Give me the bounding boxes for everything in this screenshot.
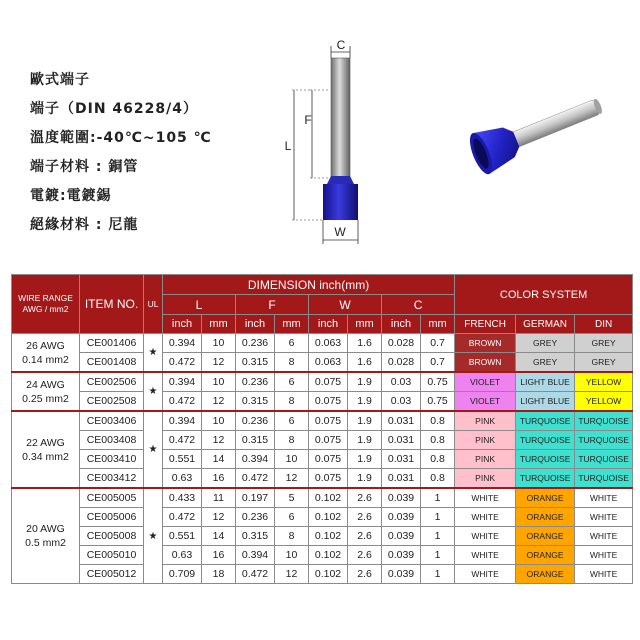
dimension-cell: 0.039 — [382, 508, 421, 527]
dimension-cell: 0.028 — [382, 353, 421, 373]
ferrule-product-image — [460, 70, 610, 200]
dimension-cell: 0.031 — [382, 411, 421, 431]
dimension-cell: 1 — [421, 527, 455, 546]
dimension-cell: 0.075 — [309, 411, 348, 431]
table-row — [12, 431, 633, 450]
header-wire-range — [12, 275, 80, 334]
color-french-cell: WHITE — [455, 488, 516, 508]
dimension-cell: 0.63 — [163, 469, 202, 489]
dimension-cell: 16 — [202, 546, 236, 565]
item-no-cell: CE003410 — [80, 450, 144, 469]
color-french-cell: WHITE — [455, 508, 516, 527]
dimension-cell: 2.6 — [348, 527, 382, 546]
dimension-cell: 12 — [202, 508, 236, 527]
dimension-cell: 1 — [421, 565, 455, 584]
dim-label-l: L — [284, 139, 292, 153]
dimension-cell: 0.031 — [382, 450, 421, 469]
table-row — [12, 450, 633, 469]
dimension-cell: 0.031 — [382, 469, 421, 489]
dimension-cell: 0.102 — [309, 527, 348, 546]
dimension-cell: 0.472 — [163, 508, 202, 527]
wire-range-cell — [12, 411, 80, 488]
dimension-cell: 12 — [202, 353, 236, 373]
color-german-cell: LIGHT BLUE — [516, 392, 575, 412]
dimension-cell: 1.9 — [348, 411, 382, 431]
header-unit-inch: inch — [163, 315, 202, 334]
color-french-cell: PINK — [455, 469, 516, 489]
table-body — [12, 334, 633, 584]
spec-list — [30, 66, 212, 240]
color-din-cell: TURQUOISE — [575, 450, 633, 469]
dimension-cell: 1 — [421, 488, 455, 508]
dimension-cell: 0.075 — [309, 372, 348, 392]
mm2-value: 0.14 mm2 — [22, 353, 69, 366]
color-din-cell: WHITE — [575, 546, 633, 565]
dimension-cell: 0.394 — [236, 450, 275, 469]
dimension-cell: 10 — [275, 450, 309, 469]
awg-value: 26 AWG — [26, 339, 65, 352]
dimension-cell: 1.9 — [348, 372, 382, 392]
dimension-cell: 10 — [202, 372, 236, 392]
mm2-value: 0.25 mm2 — [22, 392, 69, 405]
color-german-cell: ORANGE — [516, 488, 575, 508]
dimension-cell: 2.6 — [348, 488, 382, 508]
dimension-cell: 8 — [275, 527, 309, 546]
dimension-cell: 0.551 — [163, 450, 202, 469]
color-french-cell: WHITE — [455, 527, 516, 546]
spec-title: 歐式端子 — [30, 72, 90, 88]
table-row — [12, 353, 633, 373]
color-german-cell: ORANGE — [516, 565, 575, 584]
color-din-cell: WHITE — [575, 565, 633, 584]
header-wire-range-label: WIRE RANGE — [18, 293, 73, 303]
dimension-cell: 2.6 — [348, 546, 382, 565]
dimension-cell: 0.315 — [236, 431, 275, 450]
dimension-cell: 10 — [202, 334, 236, 353]
dimension-cell: 1.9 — [348, 450, 382, 469]
dimension-cell: 0.7 — [421, 334, 455, 353]
table-row — [12, 469, 633, 489]
header-unit-inch: inch — [236, 315, 275, 334]
table-row — [12, 392, 633, 412]
dimension-cell: 0.075 — [309, 392, 348, 412]
dimension-cell: 2.6 — [348, 565, 382, 584]
header-wire-range-unit: AWG / mm2 — [22, 304, 69, 314]
dimension-cell: 0.315 — [236, 353, 275, 373]
dimension-cell: 0.075 — [309, 450, 348, 469]
header-color-system: COLOR SYSTEM — [455, 275, 633, 315]
dimension-cell: 0.063 — [309, 353, 348, 373]
ferrule-tube — [331, 58, 350, 180]
dimension-cell: 0.394 — [163, 411, 202, 431]
dimension-cell: 0.551 — [163, 527, 202, 546]
color-french-cell: WHITE — [455, 565, 516, 584]
dimension-cell: 14 — [202, 450, 236, 469]
dimension-cell: 0.315 — [236, 527, 275, 546]
color-din-cell: WHITE — [575, 488, 633, 508]
color-french-cell: VIOLET — [455, 372, 516, 392]
dimension-cell: 6 — [275, 372, 309, 392]
item-no-cell: CE005010 — [80, 546, 144, 565]
table-row — [12, 411, 633, 431]
color-french-cell: PINK — [455, 431, 516, 450]
ul-star-cell: ★ — [144, 334, 163, 373]
mm2-value: 0.34 mm2 — [22, 450, 69, 463]
dimension-cell: 5 — [275, 488, 309, 508]
dimension-cell: 0.031 — [382, 431, 421, 450]
dimension-cell: 8 — [275, 431, 309, 450]
spec-terminal-material: 端子材料 : 銅管 — [30, 159, 139, 175]
dimension-cell: 0.394 — [163, 372, 202, 392]
dimension-cell: 16 — [202, 469, 236, 489]
dimension-cell: 1.9 — [348, 392, 382, 412]
dimension-cell: 0.8 — [421, 469, 455, 489]
dimension-cell: 0.709 — [163, 565, 202, 584]
dimension-cell: 0.433 — [163, 488, 202, 508]
spec-plating: 電鍍:電鍍錫 — [30, 188, 112, 204]
dimension-table — [11, 274, 633, 584]
ferrule-sleeve — [323, 184, 358, 220]
color-din-cell: TURQUOISE — [575, 469, 633, 489]
dimension-cell: 0.63 — [163, 546, 202, 565]
header-color-german: GERMAN — [516, 315, 575, 334]
ferrule-funnel — [327, 176, 354, 184]
dimension-cell: 6 — [275, 334, 309, 353]
header-dim-c: C — [382, 295, 455, 315]
dimension-cell: 0.472 — [236, 469, 275, 489]
dimension-cell: 0.102 — [309, 546, 348, 565]
dimension-cell: 2.6 — [348, 508, 382, 527]
item-no-cell: CE003406 — [80, 411, 144, 431]
header-unit-mm: mm — [348, 315, 382, 334]
dimension-cell: 8 — [275, 392, 309, 412]
dimension-cell: 0.063 — [309, 334, 348, 353]
dimension-cell: 0.472 — [163, 392, 202, 412]
dimension-cell: 12 — [275, 565, 309, 584]
dimension-cell: 0.394 — [163, 334, 202, 353]
dimension-cell: 10 — [275, 546, 309, 565]
color-german-cell: GREY — [516, 353, 575, 373]
color-german-cell: GREY — [516, 334, 575, 353]
color-french-cell: PINK — [455, 450, 516, 469]
dimension-cell: 0.028 — [382, 334, 421, 353]
dimension-cell: 0.102 — [309, 565, 348, 584]
header-unit-mm: mm — [202, 315, 236, 334]
dimension-cell: 1 — [421, 546, 455, 565]
table-row — [12, 527, 633, 546]
dimension-cell: 8 — [275, 353, 309, 373]
item-no-cell: CE003412 — [80, 469, 144, 489]
dimension-cell: 1.9 — [348, 469, 382, 489]
color-german-cell: LIGHT BLUE — [516, 372, 575, 392]
dimension-cell: 0.236 — [236, 334, 275, 353]
header-dim-w: W — [309, 295, 382, 315]
awg-value: 20 AWG — [26, 523, 65, 535]
dimension-cell: 0.039 — [382, 565, 421, 584]
dimension-cell: 1.6 — [348, 353, 382, 373]
item-no-cell: CE005012 — [80, 565, 144, 584]
color-french-cell: VIOLET — [455, 392, 516, 412]
mm2-value: 0.5 mm2 — [25, 537, 66, 549]
color-german-cell: TURQUOISE — [516, 411, 575, 431]
dimension-cell: 12 — [275, 469, 309, 489]
dimension-cell: 0.197 — [236, 488, 275, 508]
spec-standard: 端子（DIN 46228/4） — [30, 101, 198, 117]
header-color-din: DIN — [575, 315, 633, 334]
color-din-cell: WHITE — [575, 527, 633, 546]
header-color-french: FRENCH — [455, 315, 516, 334]
color-din-cell: TURQUOISE — [575, 411, 633, 431]
dimension-cell: 0.03 — [382, 392, 421, 412]
dimension-cell: 0.8 — [421, 411, 455, 431]
table-row — [12, 508, 633, 527]
dimension-cell: 0.039 — [382, 546, 421, 565]
awg-value: 22 AWG — [26, 436, 65, 449]
dimension-cell: 1 — [421, 508, 455, 527]
dim-label-w: W — [334, 225, 346, 239]
dimension-cell: 12 — [202, 431, 236, 450]
color-french-cell: PINK — [455, 411, 516, 431]
dim-label-f: F — [304, 113, 312, 127]
header-dim-f: F — [236, 295, 309, 315]
dim-label-c: C — [336, 38, 346, 52]
dimension-cell: 0.8 — [421, 431, 455, 450]
color-german-cell: TURQUOISE — [516, 431, 575, 450]
dimension-cell: 0.472 — [236, 565, 275, 584]
color-din-cell: TURQUOISE — [575, 431, 633, 450]
color-din-cell: GREY — [575, 334, 633, 353]
dimension-cell: 0.75 — [421, 392, 455, 412]
color-din-cell: WHITE — [575, 508, 633, 527]
dimension-cell: 11 — [202, 488, 236, 508]
color-french-cell: BROWN — [455, 353, 516, 373]
table-row — [12, 488, 633, 508]
dimension-cell: 0.075 — [309, 469, 348, 489]
dimension-cell: 14 — [202, 527, 236, 546]
dimension-cell: 0.472 — [163, 353, 202, 373]
dimension-cell: 6 — [275, 411, 309, 431]
spec-temperature: 溫度範圍:-40℃~105 ℃ — [30, 130, 212, 146]
dimension-cell: 0.039 — [382, 488, 421, 508]
ferrule-dimension-drawing — [270, 38, 390, 250]
item-no-cell: CE001406 — [80, 334, 144, 353]
wire-range-cell — [12, 372, 80, 411]
item-no-cell: CE002506 — [80, 372, 144, 392]
dimension-cell: 0.236 — [236, 372, 275, 392]
ul-star-cell: ★ — [144, 372, 163, 411]
dimension-cell: 0.75 — [421, 372, 455, 392]
color-french-cell: BROWN — [455, 334, 516, 353]
wire-range-cell — [12, 334, 80, 373]
color-german-cell: TURQUOISE — [516, 450, 575, 469]
header-unit-inch: inch — [309, 315, 348, 334]
wire-range-cell — [12, 488, 80, 584]
header-unit-mm: mm — [421, 315, 455, 334]
dimension-cell: 0.472 — [163, 431, 202, 450]
color-din-cell: YELLOW — [575, 372, 633, 392]
header-item-no: ITEM NO. — [80, 275, 144, 334]
header-dim-l: L — [163, 295, 236, 315]
color-french-cell: WHITE — [455, 546, 516, 565]
dimension-cell: 0.315 — [236, 392, 275, 412]
table-row — [12, 565, 633, 584]
item-no-cell: CE005008 — [80, 527, 144, 546]
item-no-cell: CE003408 — [80, 431, 144, 450]
dimension-cell: 6 — [275, 508, 309, 527]
dimension-cell: 0.236 — [236, 508, 275, 527]
dimension-cell: 1.6 — [348, 334, 382, 353]
header-unit-mm: mm — [275, 315, 309, 334]
item-no-cell: CE005006 — [80, 508, 144, 527]
dimension-cell: 0.8 — [421, 450, 455, 469]
color-german-cell: ORANGE — [516, 546, 575, 565]
color-din-cell: GREY — [575, 353, 633, 373]
color-din-cell: YELLOW — [575, 392, 633, 412]
color-german-cell: ORANGE — [516, 508, 575, 527]
spec-insulation: 絕緣材料 : 尼龍 — [30, 217, 139, 233]
awg-value: 24 AWG — [26, 378, 65, 391]
dimension-cell: 0.039 — [382, 527, 421, 546]
item-no-cell: CE002508 — [80, 392, 144, 412]
color-german-cell: TURQUOISE — [516, 469, 575, 489]
ul-star-cell: ★ — [144, 488, 163, 584]
table-row — [12, 334, 633, 353]
item-no-cell: CE001408 — [80, 353, 144, 373]
header-ul: UL — [144, 275, 163, 334]
ul-star-cell: ★ — [144, 411, 163, 488]
dimension-cell: 0.03 — [382, 372, 421, 392]
dimension-cell: 0.102 — [309, 488, 348, 508]
dimension-cell: 10 — [202, 411, 236, 431]
dimension-cell: 0.075 — [309, 431, 348, 450]
dimension-cell: 12 — [202, 392, 236, 412]
dimension-cell: 0.102 — [309, 508, 348, 527]
dimension-cell: 0.7 — [421, 353, 455, 373]
table-row — [12, 372, 633, 392]
dimension-cell: 0.236 — [236, 411, 275, 431]
header-unit-inch: inch — [382, 315, 421, 334]
table-row — [12, 546, 633, 565]
item-no-cell: CE005005 — [80, 488, 144, 508]
dimension-cell: 18 — [202, 565, 236, 584]
color-german-cell: ORANGE — [516, 527, 575, 546]
dimension-cell: 0.394 — [236, 546, 275, 565]
header-dimension: DIMENSION inch(mm) — [163, 275, 455, 295]
dimension-cell: 1.9 — [348, 431, 382, 450]
